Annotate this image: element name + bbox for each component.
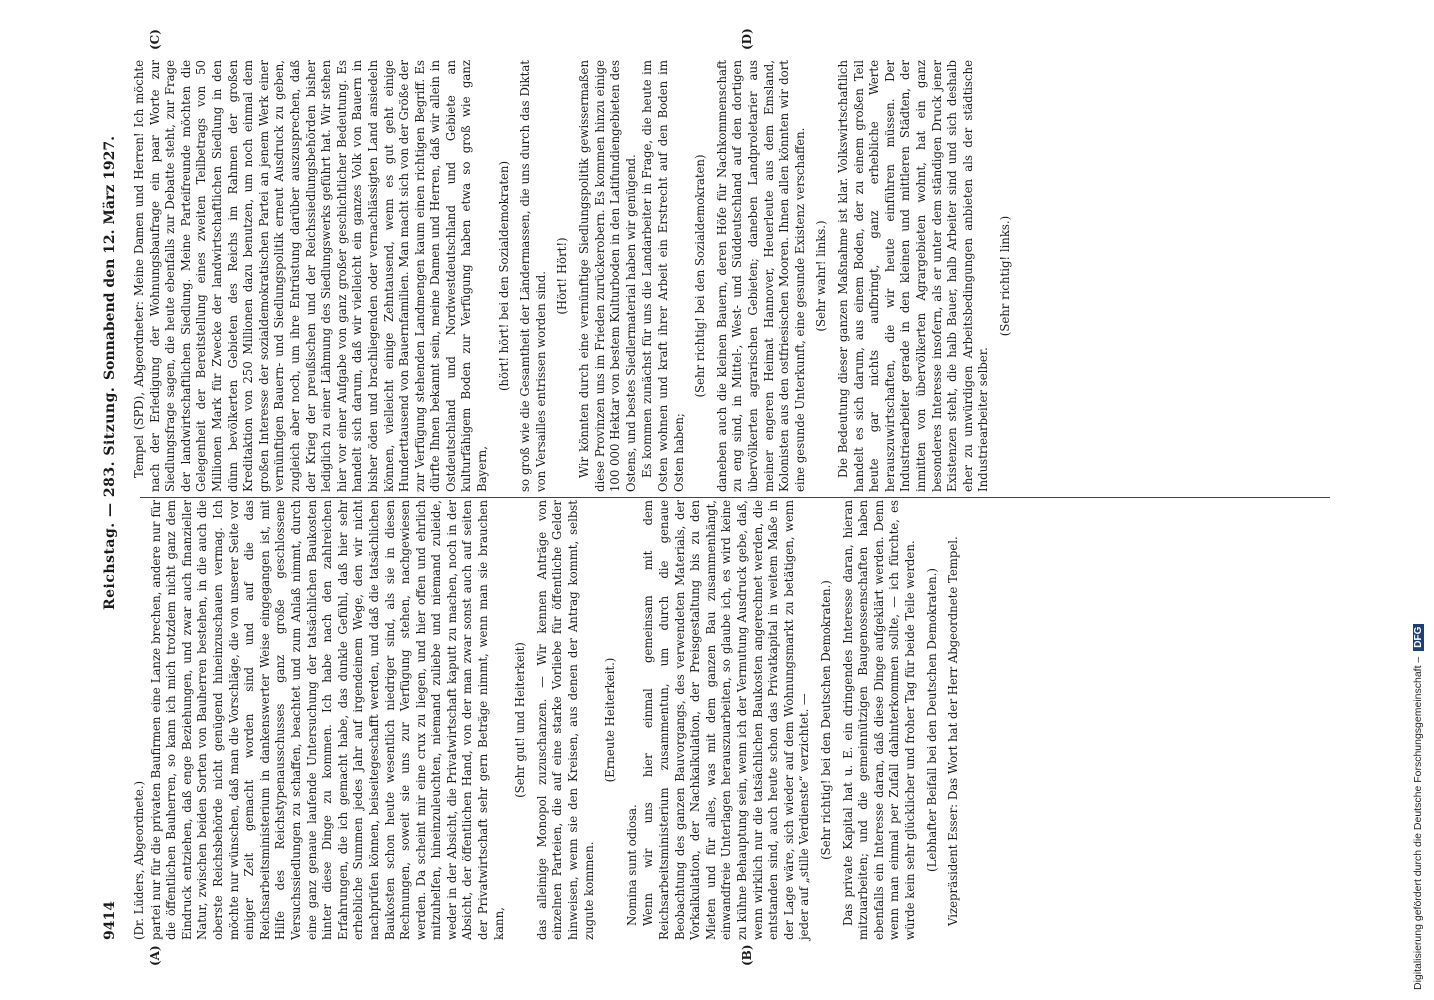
paragraph: Es kommen zunächst für uns die Landarbeiter in Frage, die heute im Osten wohnen und kraft ihrer Arbeit ein Erstrecht auf den Boden im Osten haben; <box>640 60 686 492</box>
interjection: (Sehr wahr! links.) <box>814 220 829 332</box>
paragraph: partei nur für die privaten Baufirmen eine Lanze brechen, andere nur für die öffentlichen Bauherren, so kann ich mich trotzdem nicht ganz dem Eindruck entziehen, daß enge Beziehungen, und zwar auch finanzieller Natur, zwischen beiden Sorten von Bauherren bestehen, in die auch die oberste Reichsbehörde nicht genügend hineinzuschauen vermag. Ich möchte nur wünschen, daß man die Vorschläge, die von unserer Seite vor einiger Zeit gemacht worden sind und auf die das Reichsarbeitsministerium in dankenswerter Weise eingegangen ist, mit Hilfe des Reichstypenausschusses ganz große geschlossene Versuchssiedlungen zu schaffen, beachtet und zum Anlaß nimmt, durch eine ganz genaue laufende Untersuchung der tatsächlichen Baukosten hinter diese Dinge zu kommen. Ich habe nach den zahlreichen Erfahrungen, die ich gemacht habe, das dunkle Gefühl, daß hier sehr erhebliche Summen jedes Jahr auf irgendeinem Wege, den wir nicht nachprüfen können, beiseitegeschafft werden, und daß die tatsächlichen Baukosten schon heute wesentlich niedriger sind, als sie in diesen Rechnungen, soweit sie uns zur Verfügung stehen, nachgewiesen werden. Da scheint mir eine crux zu liegen, und hier offen und ehrlich mitzuhelfen, hineinzuleuchten, niemand zuliebe und niemand zuleide, weder in der Absicht, die Privatwirtschaft kaputt zu machen, noch in der Absicht, der öffentlichen Hand, von der man zwar sonst auch auf seiten der Privatwirtschaft sehr gern Beträge nimmt, wenn man sie brauchen kann, <box>148 500 506 940</box>
dfg-watermark <box>1412 0 1424 990</box>
paragraph: Tempel (SPD), Abgeordneter: Meine Damen und Herren! Ich möchte nach der Erledigung der Wohnungsbaufrage ein paar Worte zur Siedlungsfrage sagen, die heute ebenfalls zur Debatte steht, zur Frage der landwirtschaftlichen Siedlung. Meine Parteifreunde möchten die Gelegenheit der Bereitstellung eines zweiten Teilbetrags von 50 Millionen Mark für Zwecke der landwirtschaftlichen Siedlung in den dünn bevölkerten Gebieten des Reichs im Rahmen der großen Kreditaktion von 250 Millionen dazu benutzen, um noch einmal dem großen Interesse der sozialdemokratischen Partei an jenem Werk einer vernünftigen Bauern- und Siedlungspolitik erneut Ausdruck zu geben, zugleich aber noch, um ihre Entrüstung darüber auszusprechen, daß der Krieg der preußischen und der Reichssiedlungsbehörden bisher lediglich zu einer Lähmung des Siedlungswerks geführt hat. Wir stehen hier vor einer Aufgabe von ganz großer geschichtlicher Bedeutung. Es handelt sich darum, daß wir vielleicht ein ganzes Volk von Bauern in bisher öden und brachliegenden oder vernachlässigten Land ansiedeln können, vielleicht einige Zehntausend, wenn es gut geht einige Hunderttausend von Bauernfamilien. Man macht sich von der Größe der zur Verfügung stehenden Landmengen kaum einen richtigen Begriff. Es dürfte Ihnen bekannt sein, meine Damen und Herren, daß wir allein in Ostdeutschland und Nordwestdeutschland und Gebiete an kulturfähigem Boden zur Verfügung haben etwa so groß wie ganz Bayern, <box>132 60 490 492</box>
interjection: (Lebhafter Beifall bei den Deutschen Demokraten.) <box>924 568 939 872</box>
interjection: (Erneute Heiterkeit.) <box>603 657 618 783</box>
right-column <box>132 60 1019 492</box>
running-head <box>100 60 130 940</box>
page-number: 9414 <box>102 901 118 940</box>
dfg-logo: DFG <box>1413 624 1424 651</box>
interjection: (Sehr gut! und Heiterkeit) <box>513 642 528 798</box>
paragraph: Wir könnten durch eine vernünftige Siedlungspolitik gewissermaßen diese Provinzen uns im Frieden zurückerobern. Es kommen hinzu einige 100 000 Hektar von bestem Kulturboden in den Latifundiengebieten des Ostens, und bestes Siedlermaterial haben wir genügend. <box>577 60 638 492</box>
paragraph: Die Bedeutung dieser ganzen Maßnahme ist klar. Volkswirtschaftlich handelt es sich darum, aus einem Boden, der zu einem großen Teil heute gar nichts aufbringt, ganz erhebliche Werte herauszuwirtschaften, die wir heute einführen müssen. Der Industriearbeiter gerade in den kleinen und mittleren Städten, der inmitten von übervölkerten Agrargebieten wohnt, hat ein ganz besonderes Interesse insofern, als er unter dem ständigen Druck jener Existenzen steht, die halb Bauer, halb Arbeiter sind und sich deshalb eher zu unwürdigen Arbeitsbedingungen anbieten als der städtische Industriearbeiter selber. <box>835 60 991 492</box>
paragraph: so groß wie die Gesamtheit der Ländermassen, die uns durch das Diktat von Versailles entrissen worden sind. <box>518 60 548 492</box>
interjection: (Hört! Hört!) <box>555 237 570 315</box>
left-column <box>132 500 963 940</box>
column-divider <box>140 497 1330 498</box>
margin-marker-a: (A) <box>148 945 162 966</box>
paragraph: Vizepräsident Esser: Das Wort hat der Herr Abgeordnete Tempel. <box>946 536 961 926</box>
watermark-text: Digitalisierung gefördert durch die Deutsche Forschungsgemeinschaft – <box>1412 656 1424 990</box>
margin-marker-c: (C) <box>148 29 162 50</box>
interjection: (Sehr richtig! links.) <box>997 215 1012 337</box>
session-title: Reichstag. — 283. Sitzung. <box>102 386 118 610</box>
paragraph: Das private Kapital hat u. E. ein dringendes Interesse daran, hieran mitzuarbeiten; und die gemeinnützigen Baugenossenschaften haben ebenfalls ein Interesse daran, daß diese Dinge aufgeklärt werden. Denn wenn man einmal per Zufall dahinterkommen sollte, — ich fürchte, es würde kein sehr glücklicher und froher Tag für beide Teile werden. <box>840 500 917 940</box>
session-date: Sonnabend den 12. März 1927. <box>102 135 118 380</box>
paragraph: daneben auch die kleinen Bauern, deren Höfe für Nachkommenschaft zu eng sind, in Mittel-, West- und Süddeutschland auf den dortigen übervölkerten agrarischen Gebieten; daneben Landproletarier aus meiner engeren Heimat Hannover, Heuerleute aus dem Emsland, Kolonisten aus den ostfriesischen Mooren. Ihnen allen könnten wir dort eine gesunde Unterkunft, eine gesunde Existenz verschaffen. <box>714 60 807 492</box>
interjection: (Sehr richtig! bei den Deutschen Demokraten.) <box>818 580 833 860</box>
interjection: (hört! hört! bei den Sozialdemokraten) <box>496 160 511 392</box>
margin-marker-d: (D) <box>740 28 754 50</box>
interjection: (Sehr richtig! bei den Sozialdemokraten) <box>693 154 708 398</box>
document-page <box>100 28 1330 966</box>
speaker-tag: (Dr. Lüders, Abgeordnete.) <box>132 780 146 940</box>
paragraph: Nomina sunt odiosa. <box>624 804 639 926</box>
paragraph: Wenn wir uns hier einmal gemeinsam mit dem Reichsarbeitsministerium zusammentun, um durch die genaue Beobachtung des ganzen Bauvorgangs, des verwendeten Materials, der Vorkalkulation, der Nachkalkulation, der Preisgestaltung bis zu den Mieten und für alles, was mit dem ganzen Bau zusammenhängt, einwandfreie Unterlagen herauszuarbeiten, so glaube ich, es wird keine zu kühne Behauptung sein, wenn ich der Vermutung Ausdruck gebe, daß, wenn wirklich nur die tatsächlichen Baukosten angerechnet werden, die entstanden sind, auch heute schon das Privatkapital in weitem Maße in der Lage wäre, sich wieder auf dem Wohnungsmarkt zu betätigen, wenn jeder auf „stille Verdienste“ verzichtet. — <box>641 500 812 940</box>
margin-marker-b: (B) <box>740 944 754 966</box>
paragraph: das alleinige Monopol zuzuschanzen. — Wir kennen Anträge von einzelnen Parteien, die auf eine starke Vorliebe für öffentliche Gelder hinweisen, wenn sie den Kreisen, aus denen der Antrag kommt, selbst zugute kommen. <box>534 500 596 940</box>
